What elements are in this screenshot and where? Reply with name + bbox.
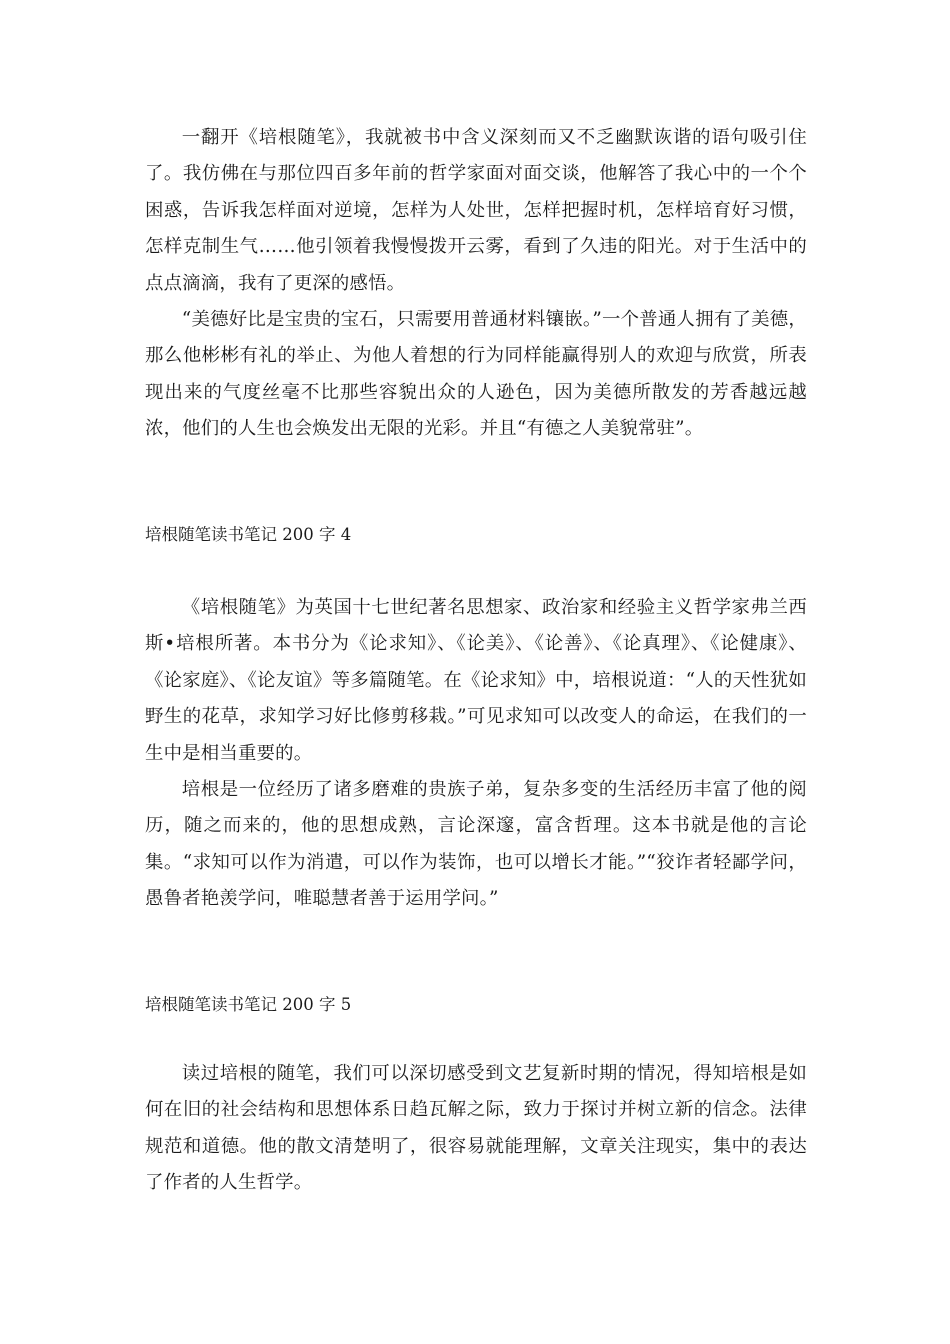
section-5-heading-block (145, 993, 807, 1017)
section-heading: 培根随笔读书笔记 200 字 5 (145, 995, 352, 1014)
paragraph: “美德好比是宝贵的宝石，只需要用普通材料镶嵌。”一个普通人拥有了美德，那么他彬彬有礼的举止、为他人着想的行为同样能赢得别人的欢迎与欣赏，所表现出来的气度丝毫不比那些容貌出众的人逊色，因为美德所散发的芳香越远越浓，他们的人生也会焕发出无限的光彩。并且“有德之人美貌常驻”。 (145, 309, 807, 440)
section-4-body (145, 590, 807, 918)
paragraph: 培根是一位经历了诸多磨难的贵族子弟，复杂多变的生活经历丰富了他的阅历，随之而来的，他的思想成熟，言论深邃，富含哲理。这本书就是他的言论集。“求知可以作为消遣，可以作为装饰，也可以增长才能。”“狡诈者轻鄙学问，愚鲁者艳羡学问，唯聪慧者善于运用学问。” (145, 779, 807, 910)
section-4-heading-block (145, 523, 807, 547)
section-3-body (145, 120, 807, 448)
section-5-body (145, 1056, 807, 1202)
paragraph: 读过培根的随笔，我们可以深切感受到文艺复新时期的情况，得知培根是如何在旧的社会结构和思想体系日趋瓦解之际，致力于探讨并树立新的信念。法律规范和道德。他的散文清楚明了，很容易就能理解，文章关注现实，集中的表达了作者的人生哲学。 (145, 1063, 807, 1194)
section-heading: 培根随笔读书笔记 200 字 4 (145, 525, 352, 544)
paragraph: 《培根随笔》为英国十七世纪著名思想家、政治家和经验主义哲学家弗兰西斯•培根所著。本书分为《论求知》、《论美》、《论善》、《论真理》、《论健康》、《论家庭》、《论友谊》等多篇随笔。在《论求知》中，培根说道：“人的天性犹如野生的花草，求知学习好比修剪移栽。”可见求知可以改变人的命运，在我们的一生中是相当重要的。 (145, 597, 807, 764)
paragraph: 一翻开《培根随笔》，我就被书中含义深刻而又不乏幽默诙谐的语句吸引住了。我仿佛在与那位四百多年前的哲学家面对面交谈，他解答了我心中的一个个困惑，告诉我怎样面对逆境，怎样为人处世，怎样把握时机，怎样培育好习惯，怎样克制生气……他引领着我慢慢拨开云雾，看到了久违的阳光。对于生活中的点点滴滴，我有了更深的感悟。 (145, 127, 807, 294)
